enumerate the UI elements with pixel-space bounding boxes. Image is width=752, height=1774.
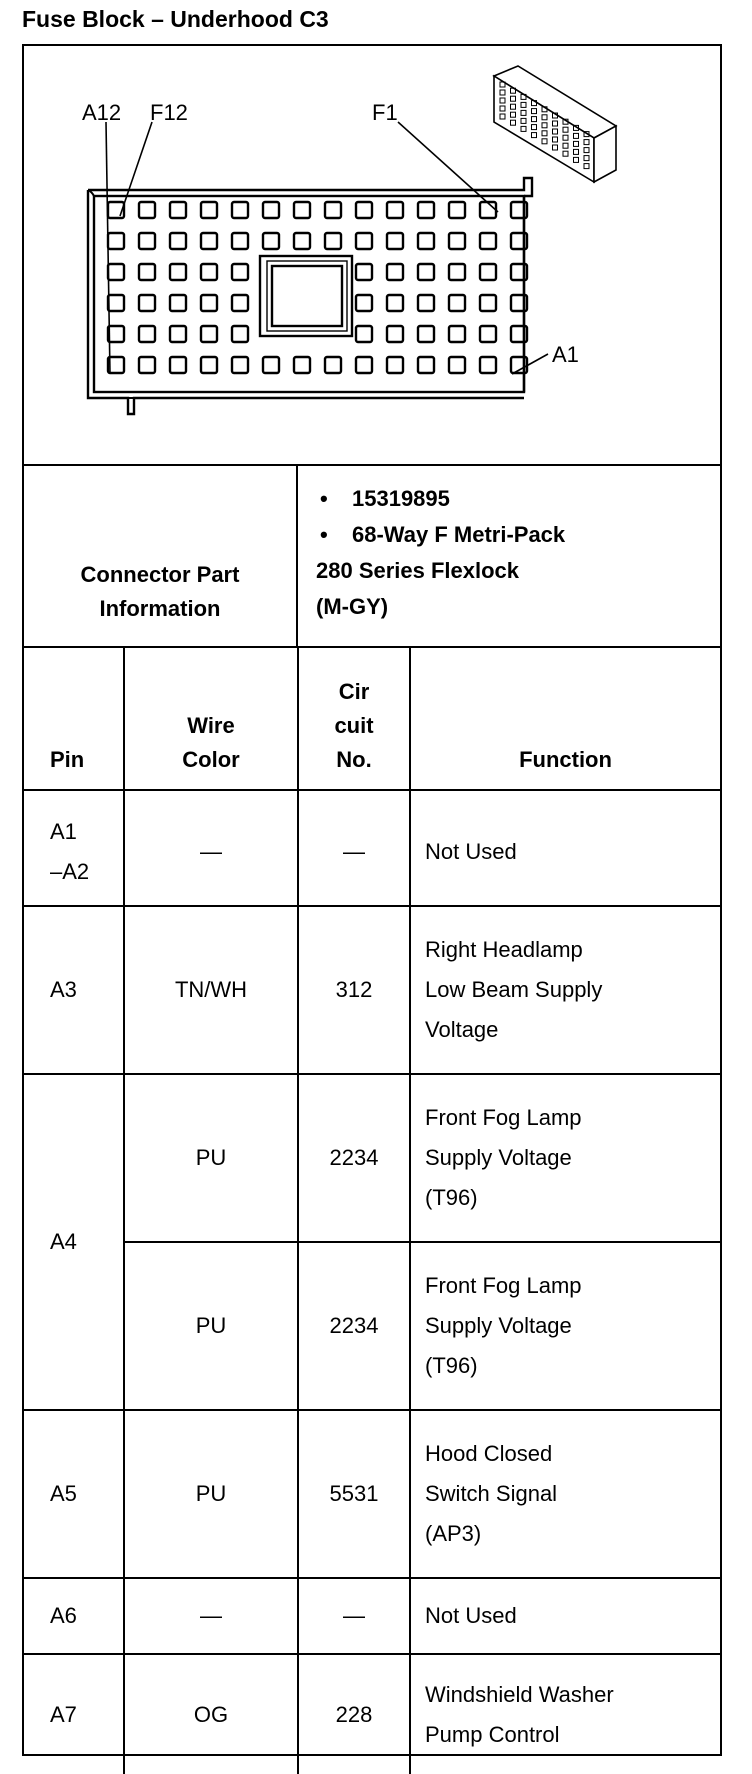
terminal-cavity <box>387 326 403 342</box>
cell-pin: A4 <box>24 1074 124 1410</box>
terminal-cavity <box>139 326 155 342</box>
terminal-cavity <box>263 357 279 373</box>
table-row <box>24 1578 720 1654</box>
terminal-cavity <box>449 233 465 249</box>
table-row <box>24 1242 720 1410</box>
terminal-cavity <box>480 357 496 373</box>
terminal-cavity <box>480 264 496 280</box>
terminal-cavity <box>480 326 496 342</box>
cell-pin: A1 –A2 <box>24 790 124 906</box>
cell-pin: A3 <box>24 906 124 1074</box>
terminal-cavity <box>356 264 372 280</box>
terminal-cavity <box>387 295 403 311</box>
terminal-cavity <box>201 264 217 280</box>
connector-part-information-text: Connector Part Information <box>80 562 240 621</box>
terminal-cavity <box>170 202 186 218</box>
terminal-cavity <box>232 202 248 218</box>
terminal-cavity <box>449 202 465 218</box>
terminal-cavity <box>170 295 186 311</box>
terminal-cavity <box>201 202 217 218</box>
cell-circuit: 228 <box>298 1654 410 1774</box>
terminal-cavity <box>418 357 434 373</box>
bullet-icon: • <box>320 486 328 511</box>
terminal-cavity <box>139 295 155 311</box>
terminal-cavity <box>387 357 403 373</box>
table-row <box>24 1410 720 1578</box>
terminal-cavity <box>263 202 279 218</box>
terminal-cavity <box>325 202 341 218</box>
terminal-cavity <box>294 202 310 218</box>
terminal-cavity <box>325 233 341 249</box>
terminal-cavity <box>418 233 434 249</box>
terminal-cavity <box>418 264 434 280</box>
header-pin: Pin <box>24 648 124 790</box>
header-circuit-number: Cir cuit No. <box>298 648 410 790</box>
terminal-cavity <box>139 202 155 218</box>
connector-thumbnail <box>494 66 616 182</box>
terminal-cavity <box>387 233 403 249</box>
terminal-cavity <box>449 295 465 311</box>
terminal-cavity <box>449 264 465 280</box>
label-a12: A12 <box>82 100 122 125</box>
connector-color-code: (M-GY) <box>316 594 389 619</box>
terminal-cavity <box>325 357 341 373</box>
cell-function: Front Fog Lamp Supply Voltage (T96) <box>410 1242 720 1410</box>
table-row <box>24 790 720 906</box>
cell-circuit: 2234 <box>298 1074 410 1242</box>
cell-pin: A6 <box>24 1578 124 1654</box>
terminal-cavity <box>356 202 372 218</box>
cell-circuit: — <box>298 790 410 906</box>
table-row <box>24 906 720 1074</box>
terminal-cavity <box>232 264 248 280</box>
cell-function: Windshield Washer Pump Control <box>410 1654 720 1774</box>
table-row <box>24 1654 720 1774</box>
connector-part-information-label <box>24 466 298 646</box>
cell-wire-color: — <box>124 1578 298 1654</box>
cell-circuit: 312 <box>298 906 410 1074</box>
label-a1: A1 <box>552 342 579 367</box>
bullet-icon: • <box>320 522 328 547</box>
connector-series: 280 Series Flexlock <box>316 558 520 583</box>
terminal-cavity <box>387 202 403 218</box>
cell-function: Right Headlamp Low Beam Supply Voltage <box>410 906 720 1074</box>
terminal-cavity <box>108 233 124 249</box>
terminal-cavity <box>356 326 372 342</box>
terminal-cavity <box>232 326 248 342</box>
terminal-cavity <box>170 357 186 373</box>
terminal-cavity <box>170 326 186 342</box>
connector-diagram <box>24 46 720 466</box>
cell-circuit: 5531 <box>298 1410 410 1578</box>
terminal-cavity <box>170 264 186 280</box>
terminal-cavity <box>108 326 124 342</box>
terminal-cavity <box>201 295 217 311</box>
part-number: • 15319895 <box>316 482 720 518</box>
cell-wire-color: — <box>124 790 298 906</box>
terminal-cavity <box>294 233 310 249</box>
terminal-cavity <box>201 233 217 249</box>
terminal-cavity <box>139 233 155 249</box>
header-function: Function <box>410 648 720 790</box>
terminal-cavity <box>480 233 496 249</box>
cell-wire-color: OG <box>124 1654 298 1774</box>
connector-face-illustration <box>24 46 720 464</box>
cell-function: Not Used <box>410 790 720 906</box>
terminal-cavity <box>170 233 186 249</box>
page-title: Fuse Block – Underhood C3 <box>22 6 329 32</box>
terminal-cavity <box>232 357 248 373</box>
cell-wire-color: PU <box>124 1410 298 1578</box>
cell-function: Front Fog Lamp Supply Voltage (T96) <box>410 1074 720 1242</box>
terminal-cavity <box>232 233 248 249</box>
terminal-cavity <box>294 357 310 373</box>
terminal-cavity <box>418 295 434 311</box>
cell-circuit: — <box>298 1578 410 1654</box>
terminal-cavity <box>108 295 124 311</box>
terminal-cavity <box>201 326 217 342</box>
cell-wire-color: PU <box>124 1242 298 1410</box>
terminal-cavity <box>418 326 434 342</box>
terminal-cavity <box>480 202 496 218</box>
terminal-cavity <box>232 295 248 311</box>
terminal-cavity <box>139 357 155 373</box>
cell-wire-color: PU <box>124 1074 298 1242</box>
terminal-cavity <box>201 357 217 373</box>
cell-pin: A7 <box>24 1654 124 1774</box>
terminal-cavity <box>356 357 372 373</box>
cell-pin: A5 <box>24 1410 124 1578</box>
terminal-cavity <box>449 357 465 373</box>
terminal-cavity <box>418 202 434 218</box>
cell-wire-color: TN/WH <box>124 906 298 1074</box>
label-f12: F12 <box>150 100 188 125</box>
header-wire-color: Wire Color <box>124 648 298 790</box>
connector-type: • 68-Way F Metri-Pack <box>316 518 720 554</box>
cell-function: Hood Closed Switch Signal (AP3) <box>410 1410 720 1578</box>
cell-circuit: 2234 <box>298 1242 410 1410</box>
connector-part-details <box>298 466 720 646</box>
cell-function: Not Used <box>410 1578 720 1654</box>
table-row <box>24 1074 720 1242</box>
connector-face <box>88 178 532 414</box>
terminal-cavity <box>139 264 155 280</box>
terminal-cavity <box>263 233 279 249</box>
terminal-cavity <box>449 326 465 342</box>
pinout-table <box>24 648 720 1774</box>
table-header-row <box>24 648 720 790</box>
connector-part-information-row <box>24 466 720 648</box>
terminal-cavity <box>480 295 496 311</box>
terminal-cavity <box>387 264 403 280</box>
connector-table-frame <box>22 44 722 1756</box>
terminal-cavity <box>108 264 124 280</box>
terminal-cavity <box>356 233 372 249</box>
terminal-cavity <box>356 295 372 311</box>
label-f1: F1 <box>372 100 398 125</box>
